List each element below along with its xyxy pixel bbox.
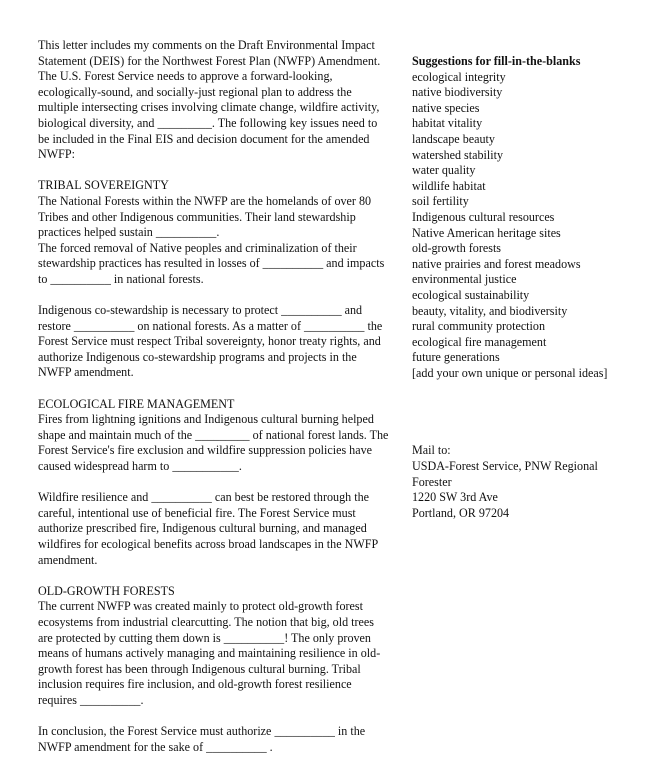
tribal-paragraph-2: The forced removal of Native peoples and criminalization of their stewardship practices has resulted in losses of __________ and impacts to __________ in national forests. <box>38 240 385 286</box>
suggestion-item: native prairies and forest meadows <box>412 256 581 271</box>
mail-city: Portland, OR 97204 <box>412 505 510 520</box>
intro-paragraph: This letter includes my comments on the Draft Environmental Impact Statement (DEIS) for the Northwest Forest Plan (NWFP) Amendment. The U.S. Forest Service needs to approve a forward-looking, ecologically-sound, and socially-just regional plan to address the multiple intersecting crises involving climate change, wildfire activity, biological diversity, and _________. The following key issues need to be included in the Final EIS and decision document for the amended NWFP: <box>38 38 381 162</box>
suggestion-item: water quality <box>412 163 476 178</box>
old-growth-heading: OLD-GROWTH FORESTS <box>38 583 175 598</box>
suggestion-item: native species <box>412 100 480 115</box>
tribal-paragraph-1: The National Forests within the NWFP are the homelands of over 80 Tribes and other Indigenous communities. Their land stewardship practices helped sustain __________. <box>38 193 372 240</box>
suggestion-item: soil fertility <box>412 194 469 209</box>
tribal-paragraph-3: Indigenous co-stewardship is necessary to protect __________ and restore __________ on national forests. As a matter of __________ the Forest Service must respect Tribal sovereignty, honor treaty rights, and authorize Indigenous co-stewardship programs and projects in the NWFP amendment. <box>38 303 383 380</box>
suggestion-item: rural community protection <box>412 319 545 334</box>
mailing-address <box>412 443 632 521</box>
mail-label: Mail to: <box>412 443 451 458</box>
fire-paragraph-1: Fires from lightning ignitions and Indigenous cultural burning helped shape and maintain much of the _________ of national forest lands. The Forest Service's fire exclusion and wildfire suppression policies have caused widespread harm to ___________. <box>38 412 389 474</box>
suggestion-item: ecological integrity <box>412 69 506 84</box>
old-growth-paragraph: The current NWFP was created mainly to protect old-growth forest ecosystems from industrial clearcutting. The notion that big, old trees are protected by cutting them down is __________! The only proven means of humans actively managing and maintaining resilience in old-growth forest has been through Indigenous cultural burning. Tribal inclusion requires fire inclusion, and old-growth forest resilience requires __________. <box>38 599 381 707</box>
suggestions-title: Suggestions for fill-in-the-blanks <box>412 54 581 68</box>
suggestion-item: [add your own unique or personal ideas] <box>412 365 608 380</box>
conclusion-paragraph: In conclusion, the Forest Service must authorize __________ in the NWFP amendment for the sake of __________ . <box>38 724 366 754</box>
tribal-sovereignty-heading: TRIBAL SOVEREIGNTY <box>38 178 169 193</box>
suggestion-item: native biodiversity <box>412 85 503 100</box>
suggestion-item: environmental justice <box>412 272 517 287</box>
mail-street: 1220 SW 3rd Ave <box>412 490 498 505</box>
suggestion-item: watershed stability <box>412 147 504 162</box>
suggestion-item: wildlife habitat <box>412 178 486 193</box>
suggestion-item: future generations <box>412 350 500 365</box>
suggestion-item: ecological sustainability <box>412 287 530 302</box>
fire-management-heading: ECOLOGICAL FIRE MANAGEMENT <box>38 396 235 411</box>
sidebar <box>412 54 632 521</box>
suggestion-item: landscape beauty <box>412 131 495 146</box>
suggestion-item: old-growth forests <box>412 241 502 256</box>
suggestion-item: Native American heritage sites <box>412 225 561 240</box>
mail-recipient: USDA-Forest Service, PNW Regional Forester <box>412 459 598 489</box>
suggestion-item: beauty, vitality, and biodiversity <box>412 303 568 318</box>
letter-body <box>38 38 390 755</box>
suggestion-item: habitat vitality <box>412 116 483 131</box>
suggestion-item: Indigenous cultural resources <box>412 209 555 224</box>
fire-paragraph-2: Wildfire resilience and __________ can best be restored through the careful, intentional use of beneficial fire. The Forest Service must authorize prescribed fire, Indigenous cultural burning, and managed wildfires for ecological benefits across broad landscapes in the NWFP amendment. <box>38 490 378 567</box>
suggestions-list <box>412 70 632 382</box>
suggestion-item: ecological fire management <box>412 334 547 349</box>
